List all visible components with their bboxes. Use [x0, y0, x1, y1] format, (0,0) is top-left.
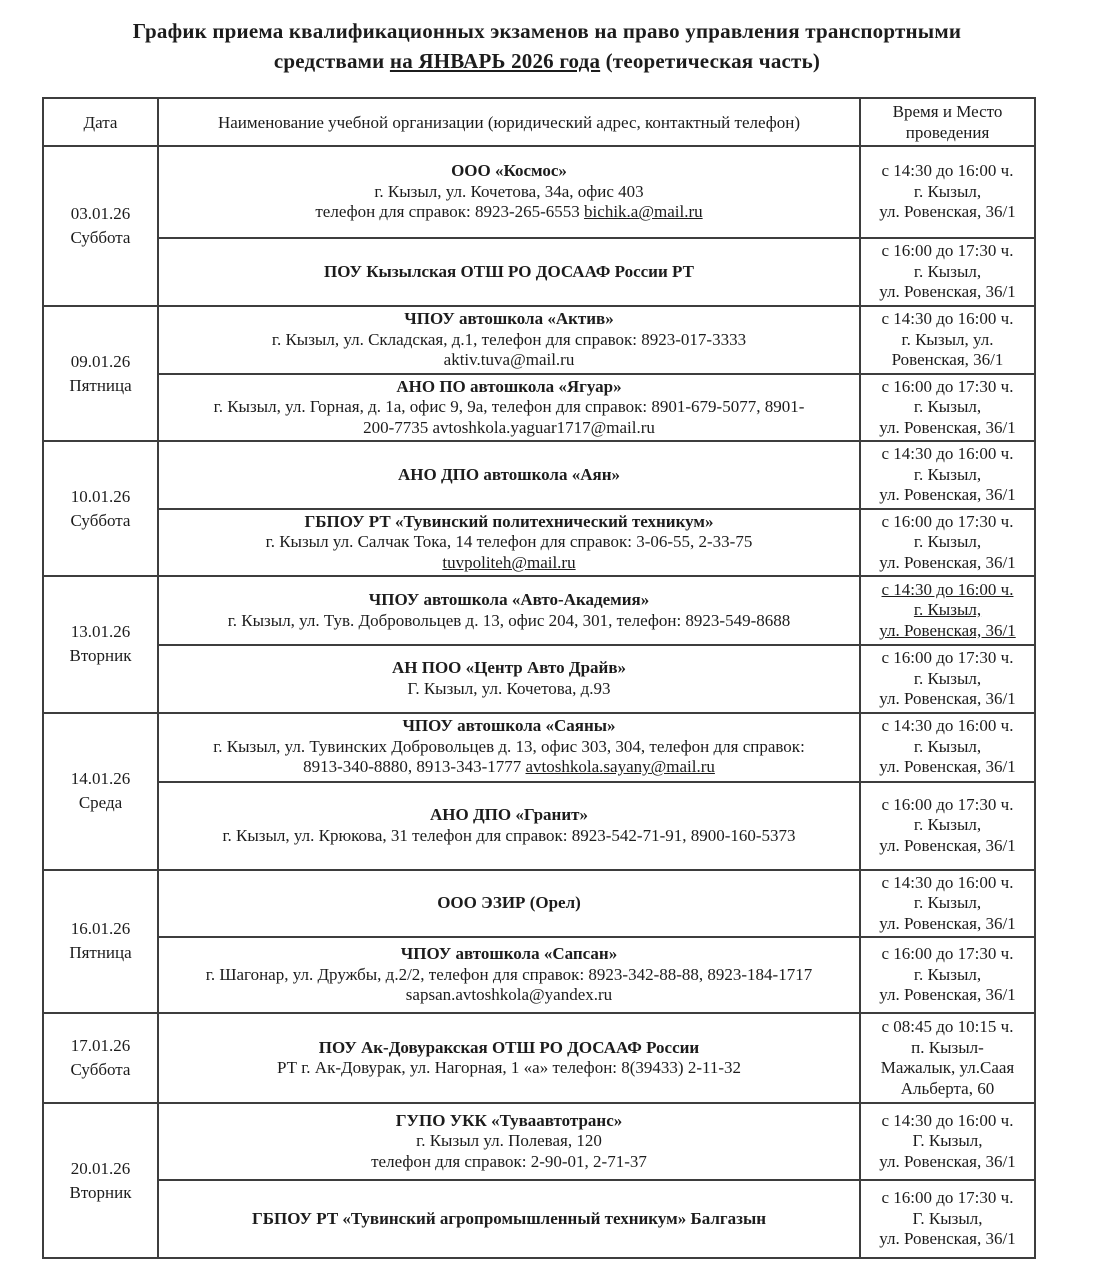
schedule-row: [43, 782, 1035, 870]
time-place-line: с 16:00 до 17:30 ч.: [881, 794, 1014, 814]
title-line2-suffix: (теоретическая часть): [600, 49, 821, 73]
organization-cell: [158, 441, 860, 509]
detail-text: г. Кызыл, ул. Тувинских Добровольцев д. 13, офис 303, 304, телефон для справок:: [213, 736, 805, 756]
organization-cell: [158, 645, 860, 713]
time-place-line: г. Кызыл, ул.: [901, 329, 994, 349]
time-place-cell: [860, 713, 1035, 782]
time-place-line: ул. Ровенская, 36/1: [879, 552, 1016, 572]
organization-cell: [158, 782, 860, 870]
schedule-row: [43, 1013, 1035, 1103]
time-place-line: ул. Ровенская, 36/1: [879, 202, 1016, 222]
schedule-row: [43, 146, 1035, 238]
time-place-line: Мажалык, ул.Саая: [880, 1058, 1015, 1077]
time-place-line: с 16:00 до 17:30 ч.: [881, 648, 1014, 667]
time-place-line: с 16:00 до 17:30 ч.: [881, 376, 1014, 396]
weekday-value: Суббота: [70, 510, 131, 530]
detail-text: г. Кызыл, ул. Крюкова, 31 телефон для справок: 8923-542-71-91, 8900-160-5373: [222, 825, 796, 845]
detail-text: 200-7735 avtoshkola.yaguar1717@mail.ru: [363, 417, 655, 437]
time-place-line: с 16:00 до 17:30 ч.: [881, 944, 1014, 964]
organization-cell: [158, 1013, 860, 1103]
time-place-cell: [860, 1013, 1035, 1103]
date-value: 16.01.26: [70, 919, 131, 939]
organization-name: ЧПОУ автошкола «Авто-Академия»: [368, 590, 650, 609]
organization-detail-line: [165, 737, 853, 758]
time-place-line: ул. Ровенская, 36/1: [879, 757, 1016, 777]
time-place-line: г. Кызыл,: [913, 668, 982, 688]
organization-cell: [158, 146, 860, 238]
time-place-cell: [860, 1103, 1035, 1180]
organization-cell: [158, 306, 860, 374]
schedule-row: [43, 645, 1035, 713]
detail-text: г. Кызыл ул. Салчак Тока, 14 телефон для справок: 3-06-55, 2-33-75: [265, 532, 753, 551]
date-cell: [43, 146, 158, 306]
email-link: tuvpoliteh@mail.ru: [442, 552, 576, 572]
organization-name: ГБПОУ РТ «Тувинский агропромышленный техникум» Балгазын: [251, 1208, 767, 1228]
time-place-line: г. Кызыл,: [913, 964, 982, 984]
organization-name: ООО ЭЗИР (Орел): [437, 893, 581, 912]
date-value: 14.01.26: [70, 769, 131, 788]
time-place-line: с 14:30 до 16:00 ч.: [881, 1110, 1014, 1130]
date-cell: [43, 713, 158, 870]
time-place-line: г. Кызыл,: [913, 464, 982, 484]
time-place-line: с 14:30 до 16:00 ч.: [881, 309, 1014, 328]
weekday-value: Суббота: [70, 228, 131, 247]
schedule-row: [43, 306, 1035, 374]
detail-text: телефон для справок: 2-90-01, 2-71-37: [371, 1151, 647, 1171]
organization-detail-line: [165, 553, 853, 574]
col-header-date: Дата: [43, 98, 158, 146]
time-place-line: ул. Ровенская, 36/1: [879, 417, 1016, 437]
weekday-value: Вторник: [69, 646, 132, 666]
header-row: [43, 98, 1035, 146]
title-line-1: [0, 16, 1094, 46]
organization-name: АНО ДПО «Гранит»: [429, 805, 588, 824]
organization-name: ЧПОУ автошкола «Саяны»: [402, 716, 616, 736]
detail-text: г. Кызыл, ул. Тув. Добровольцев д. 13, офис 204, 301, телефон: 8923-549-8688: [227, 610, 791, 630]
organization-detail-line: [165, 418, 853, 439]
time-place-cell: [860, 146, 1035, 238]
organization-detail-line: [165, 1152, 853, 1173]
col-header-time-place: Время и Место проведения: [860, 98, 1035, 146]
time-place-line: Ровенская, 36/1: [891, 350, 1004, 369]
organization-cell: [158, 509, 860, 577]
weekday-value: Вторник: [69, 1182, 132, 1202]
organization-detail-line: [165, 985, 853, 1006]
organization-name: ПОУ Кызылская ОТШ РО ДОСААФ России РТ: [324, 261, 694, 281]
schedule-row: [43, 576, 1035, 645]
detail-text: 8913-340-8880, 8913-343-1777: [303, 757, 526, 777]
organization-cell: [158, 713, 860, 782]
organization-cell: [158, 1180, 860, 1258]
email-link: bichik.a@mail.ru: [584, 202, 703, 222]
title-month-phrase: на ЯНВАРЬ 2026 года: [389, 49, 601, 73]
detail-text: РТ г. Ак-Довурак, ул. Нагорная, 1 «а» телефон: 8(39433) 2-11-32: [276, 1058, 742, 1077]
schedule-row: [43, 441, 1035, 509]
time-place-line: с 14:30 до 16:00 ч.: [881, 161, 1014, 181]
time-place-line: Альберта, 60: [900, 1078, 995, 1098]
organization-name: АН ПОО «Центр Авто Драйв»: [391, 658, 627, 678]
table-body: [43, 146, 1035, 1258]
date-cell: [43, 306, 158, 441]
organization-name: АНО ПО автошкола «Ягуар»: [396, 376, 622, 396]
organization-name: ЧПОУ автошкола «Актив»: [404, 309, 614, 328]
weekday-value: Среда: [78, 793, 123, 812]
title-line2-prefix: средствами: [273, 49, 390, 73]
organization-detail-line: [165, 611, 853, 632]
organization-detail-line: [165, 1131, 853, 1152]
time-place-line: Г. Кызыл,: [912, 1208, 983, 1228]
time-place-line: с 16:00 до 17:30 ч.: [881, 241, 1014, 261]
detail-text: г. Кызыл, ул. Складская, д.1, телефон для справок: 8923-017-3333: [271, 329, 747, 349]
detail-text: sapsan.avtoshkola@yandex.ru: [405, 985, 613, 1005]
time-place-line: с 14:30 до 16:00 ч.: [881, 579, 1014, 599]
organization-name: АНО ДПО автошкола «Аян»: [397, 464, 620, 484]
time-place-line: с 16:00 до 17:30 ч.: [881, 511, 1014, 531]
schedule-table: [42, 97, 1036, 1259]
time-place-line: г. Кызыл,: [913, 815, 982, 835]
time-place-cell: [860, 782, 1035, 870]
organization-name: ООО «Космос»: [451, 161, 567, 181]
time-place-line: с 14:30 до 16:00 ч.: [881, 444, 1014, 463]
organization-name: ГБПОУ РТ «Тувинский политехнический техникум»: [304, 511, 714, 531]
time-place-line: ул. Ровенская, 36/1: [879, 913, 1016, 933]
title-line1-text: График приема квалификационных экзаменов на право управления транспортными: [132, 19, 962, 43]
organization-name: ПОУ Ак-Довуракская ОТШ РО ДОСААФ России: [318, 1037, 700, 1057]
time-place-line: г. Кызыл,: [913, 736, 982, 756]
schedule-row: [43, 870, 1035, 938]
date-value: 03.01.26: [70, 204, 131, 223]
time-place-line: с 14:30 до 16:00 ч.: [881, 716, 1014, 736]
time-place-line: с 16:00 до 17:30 ч.: [881, 1188, 1014, 1208]
time-place-cell: [860, 306, 1035, 374]
time-place-line: Г. Кызыл,: [912, 1131, 983, 1151]
organization-detail-line: [165, 1058, 853, 1079]
time-place-line: г. Кызыл,: [913, 600, 982, 620]
date-value: 10.01.26: [70, 486, 131, 506]
date-value: 09.01.26: [70, 351, 131, 371]
schedule-row: [43, 374, 1035, 442]
time-place-cell: [860, 441, 1035, 509]
time-place-cell: [860, 870, 1035, 938]
organization-detail-line: [165, 757, 853, 778]
schedule-row: [43, 509, 1035, 577]
organization-cell: [158, 238, 860, 306]
date-cell: [43, 441, 158, 576]
detail-text: телефон для справок: 8923-265-6553: [315, 202, 585, 222]
detail-text: г. Кызыл, ул. Горная, д. 1а, офис 9, 9а, телефон для справок: 8901-679-5077, 8901-: [213, 397, 805, 416]
weekday-value: Суббота: [70, 1060, 131, 1079]
detail-text: г. Шагонар, ул. Дружбы, д.2/2, телефон для справок: 8923-342-88-88, 8923-184-1717: [205, 964, 813, 984]
time-place-line: ул. Ровенская, 36/1: [879, 485, 1016, 504]
document-title: [0, 16, 1094, 76]
date-value: 17.01.26: [70, 1036, 131, 1055]
time-place-line: с 14:30 до 16:00 ч.: [881, 872, 1014, 892]
date-cell: [43, 576, 158, 713]
time-place-cell: [860, 374, 1035, 442]
time-place-line: ул. Ровенская, 36/1: [879, 689, 1016, 708]
organization-detail-line: [165, 826, 853, 847]
organization-detail-line: [165, 679, 853, 700]
detail-text: г. Кызыл ул. Полевая, 120: [416, 1131, 602, 1151]
col-header-organization: Наименование учебной организации (юридический адрес, контактный телефон): [158, 98, 860, 146]
time-place-line: г. Кызыл,: [913, 532, 982, 551]
time-place-cell: [860, 509, 1035, 577]
organization-detail-line: [165, 965, 853, 986]
organization-detail-line: [165, 330, 853, 351]
organization-detail-line: [165, 532, 853, 553]
time-place-cell: [860, 576, 1035, 645]
schedule-row: [43, 1180, 1035, 1258]
time-place-cell: [860, 238, 1035, 306]
time-place-cell: [860, 645, 1035, 713]
time-place-line: ул. Ровенская, 36/1: [879, 1151, 1016, 1171]
time-place-line: ул. Ровенская, 36/1: [879, 985, 1016, 1005]
organization-cell: [158, 576, 860, 645]
time-place-line: ул. Ровенская, 36/1: [879, 282, 1016, 302]
organization-name: ЧПОУ автошкола «Сапсан»: [400, 944, 618, 964]
schedule-row: [43, 238, 1035, 306]
organization-detail-line: [165, 202, 853, 223]
date-cell: [43, 1013, 158, 1103]
time-place-line: ул. Ровенская, 36/1: [879, 620, 1016, 640]
date-value: 20.01.26: [70, 1158, 131, 1178]
organization-detail-line: [165, 182, 853, 203]
time-place-line: г. Кызыл,: [913, 261, 982, 281]
detail-text: aktiv.tuva@mail.ru: [443, 350, 575, 369]
time-place-line: г. Кызыл,: [913, 893, 982, 912]
organization-detail-line: [165, 397, 853, 418]
organization-cell: [158, 937, 860, 1013]
time-place-line: с 08:45 до 10:15 ч.: [881, 1017, 1014, 1036]
organization-detail-line: [165, 350, 853, 371]
table-header: [43, 98, 1035, 146]
weekday-value: Пятница: [69, 943, 132, 963]
date-value: 13.01.26: [70, 622, 131, 642]
schedule-row: [43, 1103, 1035, 1180]
time-place-cell: [860, 1180, 1035, 1258]
organization-cell: [158, 374, 860, 442]
time-place-cell: [860, 937, 1035, 1013]
schedule-row: [43, 713, 1035, 782]
detail-text: г. Кызыл, ул. Кочетова, 34а, офис 403: [374, 181, 644, 201]
date-cell: [43, 870, 158, 1014]
organization-cell: [158, 870, 860, 938]
weekday-value: Пятница: [69, 375, 132, 395]
date-cell: [43, 1103, 158, 1258]
time-place-line: г. Кызыл,: [913, 181, 982, 201]
schedule-row: [43, 937, 1035, 1013]
time-place-line: п. Кызыл-: [911, 1037, 984, 1057]
organization-name: ГУПО УКК «Туваавтотранс»: [395, 1110, 623, 1130]
organization-cell: [158, 1103, 860, 1180]
time-place-line: ул. Ровенская, 36/1: [879, 1229, 1016, 1249]
title-line-2: [0, 46, 1094, 76]
time-place-line: г. Кызыл,: [913, 397, 982, 416]
detail-text: Г. Кызыл, ул. Кочетова, д.93: [407, 678, 611, 698]
time-place-line: ул. Ровенская, 36/1: [879, 835, 1016, 855]
email-link: avtoshkola.sayany@mail.ru: [525, 757, 715, 777]
